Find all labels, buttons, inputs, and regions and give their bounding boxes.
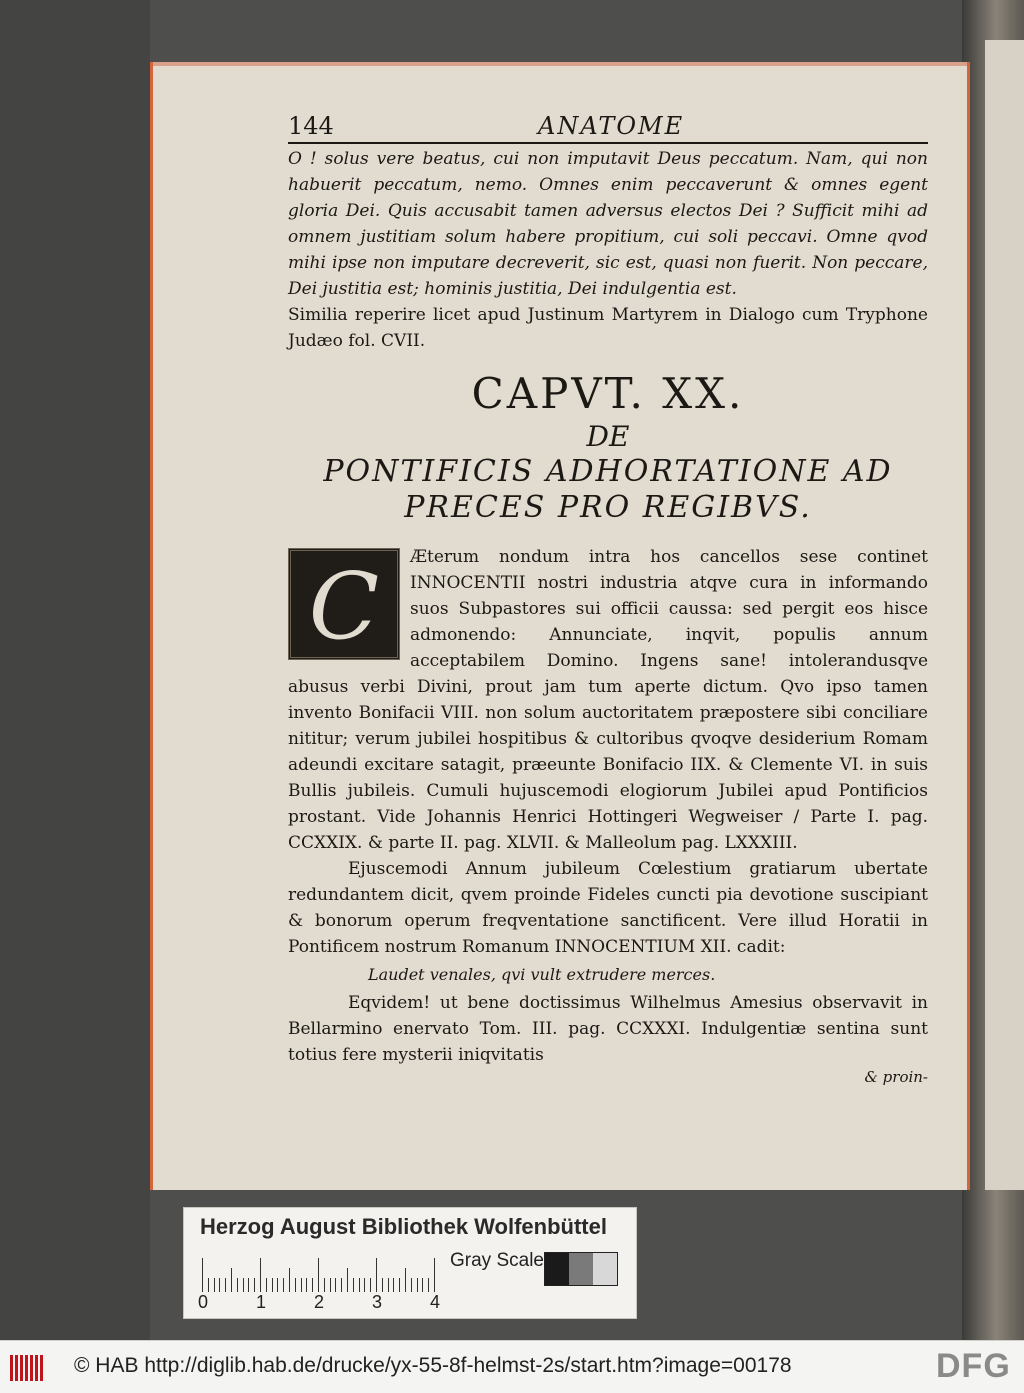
page-content: [288, 112, 928, 1086]
ruler-tick: [388, 1278, 389, 1292]
color-scale-card: [183, 1207, 637, 1319]
gray-scale-swatches: [544, 1252, 618, 1286]
ruler-number: 4: [430, 1292, 441, 1312]
swatch-dark: [545, 1253, 569, 1285]
ruler-tick: [353, 1278, 354, 1292]
catchword: & proin-: [864, 1068, 928, 1086]
chapter-subtitle-line-1: PONTIFICIS ADHORTATIONE AD: [323, 454, 893, 489]
ruler-number: 2: [314, 1292, 325, 1312]
page-number: 144: [288, 112, 334, 140]
ruler-tick: [434, 1258, 435, 1292]
facing-page-edge: [985, 40, 1024, 1190]
ruler-tick: [272, 1278, 273, 1292]
ruler-tick: [347, 1268, 348, 1292]
ruler-tick: [237, 1278, 238, 1292]
ruler-tick: [405, 1268, 406, 1292]
ruler-tick: [376, 1258, 377, 1292]
ruler-number: 1: [256, 1292, 267, 1312]
ruler-tick: [283, 1278, 284, 1292]
barcode-icon: [10, 1355, 46, 1381]
ruler-tick: [225, 1278, 226, 1292]
ruler-tick: [330, 1278, 331, 1292]
chapter-title: CAPVT. XX.: [471, 369, 745, 418]
ruler-tick: [202, 1258, 203, 1292]
ruler-tick: [399, 1278, 400, 1292]
ruler-tick: [393, 1278, 394, 1292]
ruler-tick: [277, 1278, 278, 1292]
ruler-tick: [335, 1278, 336, 1292]
ruler-tick: [254, 1278, 255, 1292]
ruler-tick: [301, 1278, 302, 1292]
ruler-tick: [312, 1278, 313, 1292]
ruler-tick: [428, 1278, 429, 1292]
ruler-tick: [266, 1278, 267, 1292]
ruler-tick: [417, 1278, 418, 1292]
ruler-tick: [243, 1278, 244, 1292]
chapter-body: [288, 544, 928, 1086]
running-title: ANATOME: [538, 112, 685, 140]
ruler-tick: [295, 1278, 296, 1292]
swatch-light: [593, 1253, 617, 1285]
ruler-tick: [341, 1278, 342, 1292]
ruler-tick: [219, 1278, 220, 1292]
viewer-footer: [0, 1340, 1024, 1393]
scan-background-left: [0, 0, 150, 1340]
ruler-tick: [231, 1268, 232, 1292]
ruler-tick: [289, 1268, 290, 1292]
swatch-mid: [569, 1253, 593, 1285]
book-page: [150, 62, 970, 1190]
chapter-de: DE: [586, 420, 630, 453]
ruler-number: 0: [198, 1292, 209, 1312]
ruler: [202, 1252, 452, 1292]
gray-scale-label: Gray Scale: [450, 1250, 544, 1271]
ruler-tick: [208, 1278, 209, 1292]
ruler-tick: [364, 1278, 365, 1292]
running-head: [288, 112, 928, 144]
copyright-link[interactable]: © HAB http://diglib.hab.de/drucke/yx-55-8f-helmst-2s/start.htm?image=00178: [74, 1354, 792, 1377]
opening-paragraph: O ! solus vere beatus, cui non imputavit Deus peccatum. Nam, qui non habuerit peccatum, nemo. Omnes enim peccaverunt & omnes egent gloria Dei. Quis accusabit tamen adversus electos Dei ? Sufficit mihi ad omnem justitiam solum habere propitium, cui soli peccavi. Omne qvod mihi ipse non imputare decreverit, sic est, quasi non fuerit. Non peccare, Dei justitia est; hominis justitia, Dei indulgentia est.: [288, 149, 928, 299]
dfg-logo: DFG: [936, 1347, 1011, 1385]
ruler-tick: [382, 1278, 383, 1292]
ruler-tick: [214, 1278, 215, 1292]
ruler-tick: [306, 1278, 307, 1292]
ruler-tick: [422, 1278, 423, 1292]
ruler-tick: [359, 1278, 360, 1292]
ruler-tick: [260, 1258, 261, 1292]
ruler-tick: [248, 1278, 249, 1292]
paragraph-1: Æterum nondum intra hos cancellos sese continet INNOCENTII nostri industria atqve cura in informando suos Subpastores sui officii caussa: sed pergit eos hisce admonendo: Annunciate, inqvit, populis annum acceptabilem Domino. Ingens sane! intolerandusqve abusus verbi Divini, prout jam tum aperte dictum. Qvo ipso tamen invento Bonifacii VIII. non solum auctoritatem præpostere sibi conciliare nititur; verum jubilei hospitibus & cultoribus qvoqve desiderium Romam adeundi excitare satagit, præeunte Bonifacio IIX. & Clemente VI. in suis Bullis jubileis. Cumuli hujuscemodi elogiorum Jubilei apud Pontificios prostant. Vide Johannis Henrici Hottingeri Wegweiser / Parte I. pag. CCXXIX. & parte II. pag. XLVII. & Malleolum pag. LXXXIII.: [288, 547, 928, 853]
opening-paragraph-end: Similia reperire licet apud Justinum Martyrem in Dialogo cum Tryphone Judæo fol. CVII.: [288, 305, 928, 351]
paragraph-2: Ejuscemodi Annum jubileum Cœlestium gratiarum ubertate redundantem dicit, qvem proinde Fideles cuncti pia devotione suscipiant & bonorum operum freqventatione sanctificent. Vere illud Horatii in Pontificem nostrum Romanum INNOCENTIUM XII. cadit:: [288, 859, 928, 957]
chapter-subtitle-line-2: PRECES PRO REGIBVS.: [404, 490, 812, 525]
verse-quote: Laudet venales, qvi vult extrudere merces.: [368, 965, 716, 984]
decorated-initial: C: [288, 548, 400, 660]
ruler-tick: [370, 1278, 371, 1292]
library-name: Herzog August Bibliothek Wolfenbüttel: [200, 1214, 607, 1239]
paragraph-3: Eqvidem! ut bene doctissimus Wilhelmus Amesius observavit in Bellarmino enervato Tom. III. pag. CCXXXI. Indulgentiæ sentina sunt totius fere mysterii iniqvitatis: [288, 993, 928, 1065]
ruler-tick: [411, 1278, 412, 1292]
ruler-number: 3: [372, 1292, 383, 1312]
ruler-tick: [318, 1258, 319, 1292]
ruler-tick: [324, 1278, 325, 1292]
